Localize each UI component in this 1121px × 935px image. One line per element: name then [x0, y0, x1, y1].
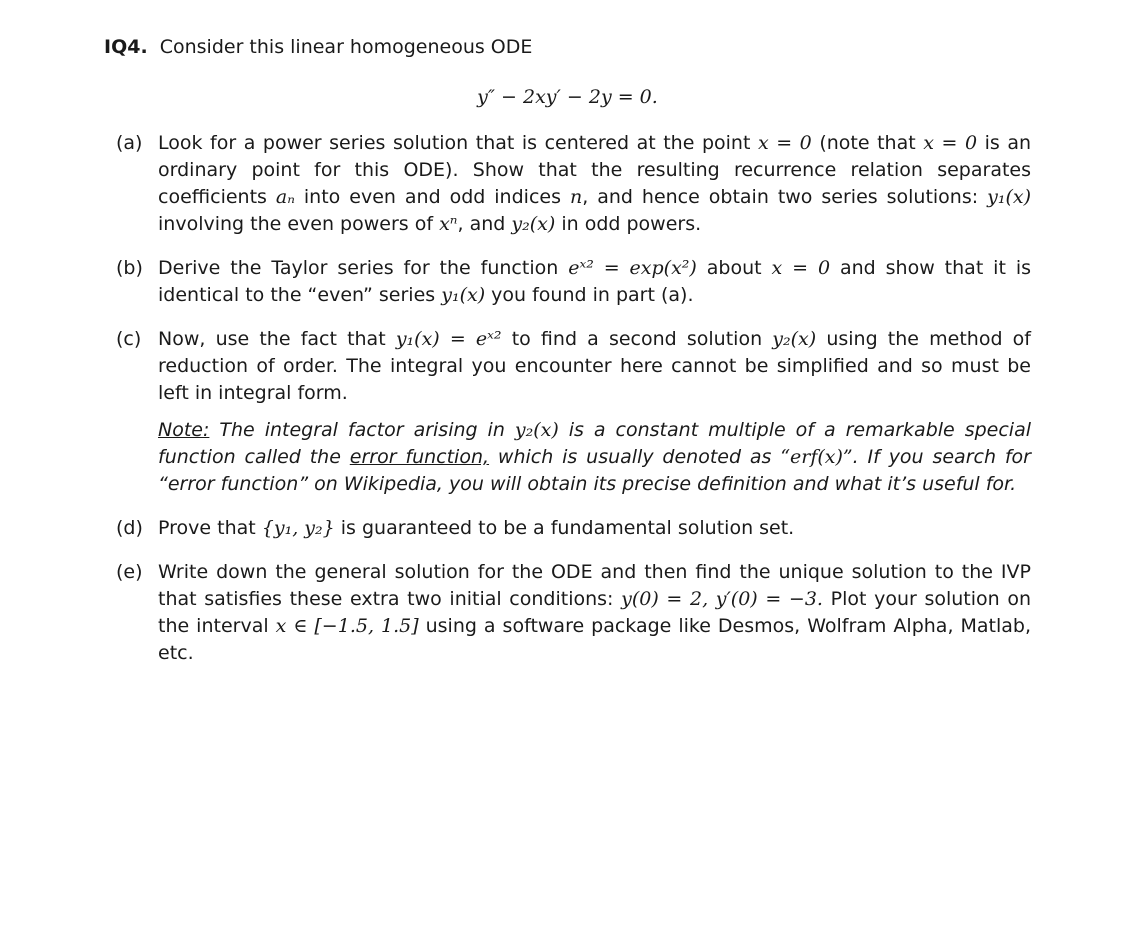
part-d-text: is guaranteed to be a fundamental solution set. [340, 517, 795, 539]
part-a-math: x = 0 [923, 132, 978, 154]
part-b-label: (b) [116, 257, 143, 279]
part-c-text: Now, use the fact that [158, 328, 386, 350]
part-d-text: Prove that [158, 517, 256, 539]
part-c-text: to find a second solution [511, 328, 763, 350]
part-a-text: , and hence obtain two series solutions: [582, 186, 979, 208]
part-a-text: in odd powers. [561, 213, 702, 235]
part-e-math: x ∈ [−1.5, 1.5] [275, 615, 419, 637]
part-a-math: x = 0 [757, 132, 812, 154]
part-b-math: x = 0 [771, 257, 831, 279]
note-math: y₂(x) [514, 419, 559, 441]
ode-equation-text: y″ − 2xy′ − 2y = 0. [477, 86, 658, 108]
problem-intro: Consider this linear homogeneous ODE [159, 36, 533, 58]
part-a-math: y₁(x) [987, 186, 1032, 208]
part-e [104, 559, 1031, 667]
part-a-text: , and [457, 213, 506, 235]
part-e-text: using a software package like Desmos, Wolfram Alpha, Matlab, etc. [158, 615, 1031, 664]
ode-equation [104, 84, 1031, 110]
part-a-text: Look for a power series solution that is centered at the point [158, 132, 751, 154]
note-text: . If you search for “error function” on Wikipedia, you will obtain its precise definition and what it’s useful for. [158, 446, 1031, 495]
problem-heading [104, 34, 1031, 60]
part-a-math: n [569, 186, 583, 208]
problem-number: IQ4. [104, 36, 148, 58]
part-a-label: (a) [116, 132, 143, 154]
note-text: The integral factor arising in [219, 419, 505, 441]
note-math: “erf(x)” [780, 446, 853, 468]
part-e-text: Write down the general solution for the ODE and then find the unique solution to the IVP that satisfies these extra two initial conditions: [158, 561, 1031, 610]
part-a-math: xⁿ [439, 213, 458, 235]
part-b-text: Derive the Taylor series for the function [158, 257, 559, 279]
note-label: Note: [158, 419, 210, 441]
part-e-label: (e) [116, 561, 143, 583]
part-e-text: Plot your solution on the interval [158, 588, 1032, 637]
part-a-text: (note that [819, 132, 916, 154]
part-c-math: y₁(x) = eˣ² [395, 328, 502, 350]
part-c-note [158, 417, 1031, 498]
part-b [104, 255, 1031, 309]
part-a [104, 130, 1031, 238]
part-a-math: aₙ [275, 186, 295, 208]
part-e-math: y(0) = 2, y′(0) = −3. [621, 588, 823, 610]
part-b-text: and show that it is identical to the “even” series [158, 257, 1032, 306]
note-text: which is usually denoted as [497, 446, 772, 468]
part-d [104, 515, 1031, 542]
part-d-math: {y₁, y₂} [261, 517, 335, 539]
part-b-math: y₁(x) [441, 284, 486, 306]
part-d-label: (d) [116, 517, 143, 539]
part-c-label: (c) [116, 328, 142, 350]
part-b-text: you found in part (a). [491, 284, 694, 306]
part-b-math: eˣ² = exp(x²) [568, 257, 697, 279]
part-c-text: using the method of reduction of order. The integral you encounter here cannot be simplified and so must be left in integral form. [158, 328, 1031, 404]
part-c-math: y₂(x) [772, 328, 817, 350]
part-b-text: about [706, 257, 762, 279]
part-a-text: into even and odd indices [303, 186, 561, 208]
note-text: is a constant multiple of a remarkable special function called the [158, 419, 1032, 468]
part-c [104, 326, 1031, 498]
error-function-term: error function, [349, 446, 490, 468]
part-a-text: involving the even powers of [158, 213, 434, 235]
part-a-text: is an ordinary point for this ODE). Show that the resulting recurrence relation separates coefficients [158, 132, 1031, 208]
part-a-math: y₂(x) [511, 213, 556, 235]
